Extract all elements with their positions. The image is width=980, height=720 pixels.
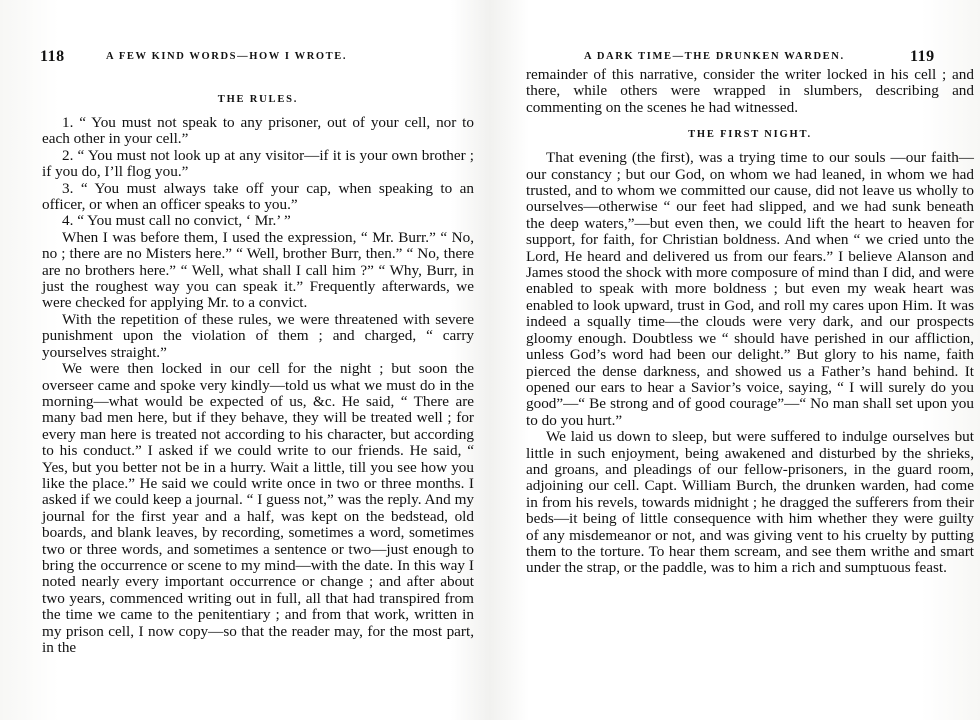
rule-paragraph: 2. “ You must not look up at any visitor—if it is your own brother ; if you do, I’ll flog you.” <box>42 146 474 181</box>
page-body <box>42 87 474 656</box>
page-number: 118 <box>40 48 65 65</box>
section-heading: THE FIRST NIGHT. <box>688 129 812 141</box>
running-head: A DARK TIME—THE DRUNKEN WARDEN. <box>584 51 845 62</box>
continuation-paragraph: remainder of this narrative, consider the writer locked in his cell ; and there, while others were wrapped in slumbers, describing and commenting on the scenes he had witnessed. <box>526 66 974 116</box>
rule-paragraph: 1. “ You must not speak to any prisoner, out of your cell, nor to each other in your cell.” <box>42 114 474 148</box>
section-heading: THE RULES. <box>217 94 299 105</box>
body-paragraph: We were then locked in our cell for the night ; but soon the overseer came and spoke very kindly—told us what we must do in the morning—what would be expected of us, &c. He said, “ There are many bad men here, but if they behave, they will be treated well ; for every man here is treated not according to his character, but according to his conduct.” I asked if we could write to our friends. He said, “ Yes, but you better not be in a hurry. Wait a little, till you see how you like the place.” He said we could write once in two or three months. I asked if we could keep a journal. “ I guess not,” was the reply. And my journal for the first year and a half, was kept on the bedstead, old boards, and blank leaves, by recording, sometimes a word, sometimes two or three words, and sometimes a sentence or two—just enough to bring the occurrence or scene to my mind—with the date. In this way I noted nearly every important occurrence or change ; and after about two years, commenced writing out in full, all that had transpired from the time we came to the penitentiary ; and from that work, written in my prison cell, I now copy—so that the reader may, for the most part, in the <box>42 360 474 656</box>
running-head: A FEW KIND WORDS—HOW I WROTE. <box>106 51 348 62</box>
right-page <box>490 0 980 720</box>
body-paragraph: With the repetition of these rules, we were threatened with severe punishment upon the violation of them ; and charged, “ carry yourselves straight.” <box>42 310 474 361</box>
page-body <box>526 67 974 577</box>
page-number: 119 <box>910 48 935 65</box>
rule-paragraph: 4. “ You must call no convict, ‘ Mr.’ ” <box>62 212 291 230</box>
body-paragraph: That evening (the first), was a trying time to our souls —our faith—our constancy ; but our God, on whom we had leaned, in whom we had trusted, and to whom we committed our cause, did not leave us wholly to ourselves—otherwise “ our feet had slipped, and we had sunk beneath the deep waters,”—but even then, we could lift the heart to heaven for support, for faith, for Christian boldness. And when “ we cried unto the Lord, He heard and delivered us from our fears.” I believe Alanson and James stood the shock with more composure of mind than I did, and were enabled to speak with more boldness ; but even my weak heart was enabled to look upward, trust in God, and roll my cares upon Him. It was indeed a squally time—the clouds were very dark, and our prospects gloomy enough. Doubtless we “ should have perished in our affliction, unless God’s word had been our delight.” But glory to his name, faith pierced the dense darkness, and showed us a Father’s hand behind. It opened our ears to hear a Savior’s voice, saying, “ I will surely do you good”—“ Be strong and of good courage”—“ No man shall set upon you to do you hurt.” <box>526 149 974 429</box>
rule-paragraph: 3. “ You must always take off your cap, when speaking to an officer, or when an officer speaks to you.” <box>42 179 474 214</box>
body-paragraph: When I was before them, I used the expression, “ Mr. Burr.” “ No, no ; there are no Misters here.” “ Well, brother Burr, then.” “ No, there are no brothers here.” “ Well, what shall I call him ?” “ Why, Burr, in just the roughest way you can speak it.” Frequently afterwards, we were checked for applying Mr. to a convict. <box>42 228 474 312</box>
body-paragraph: We laid us down to sleep, but were suffered to indulge ourselves but little in such enjoyment, being awakened and disturbed by the shrieks, and groans, and pleadings of our fellow-prisoners, in the guard room, adjoining our cell. Capt. William Burch, the drunken warden, had come in from his revels, towards midnight ; he dragged the sufferers from their beds—it being of little consequence with him whether they were guilty of any misdemeanor or not, and was giving vent to his cruelty by putting them to the torture. To hear them scream, and see them writhe and smart under the strap, or the paddle, was to him a rich and sumptuous feast. <box>526 428 974 577</box>
